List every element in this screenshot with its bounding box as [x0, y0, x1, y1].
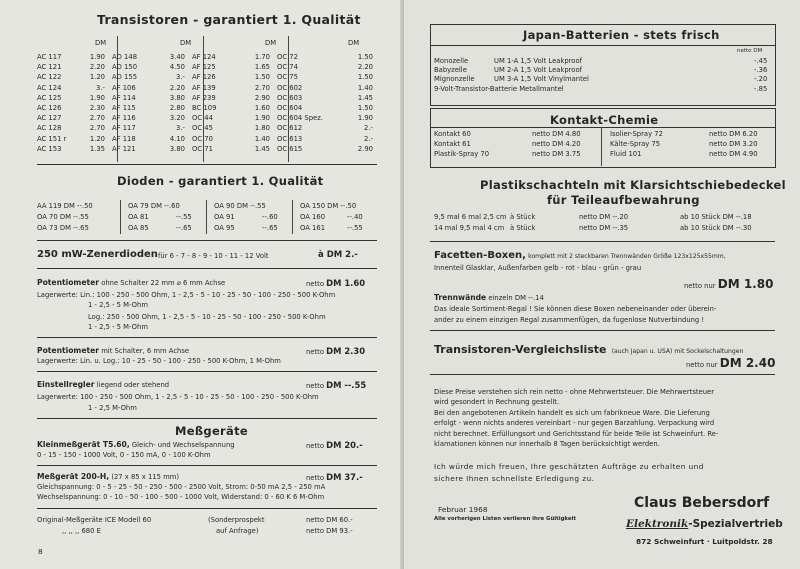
facette-price: DM 1.80 [717, 277, 774, 291]
pot1-desc: ohne Schalter 22 mm ⌀ 6 mm Achse [101, 279, 226, 287]
diode-cell: --.40 [347, 213, 363, 221]
pot2-price: DM 2.30 [326, 346, 366, 356]
japan-item-name: Mignonzelle [434, 75, 475, 83]
price-cell: 3.- [176, 124, 185, 133]
table-row [37, 113, 373, 123]
table-row [37, 103, 373, 113]
pot2-name: Potentiometer [37, 346, 100, 355]
chemie-item: Kontakt 61 [434, 140, 471, 148]
type-cell: OC 604 [277, 104, 303, 113]
note-line: Ich würde mich freuen, Ihre geschätzten Aufträge zu erhalten und [434, 462, 704, 471]
note-line: erfolgt - wenn nichts anderes vereinbart - nur gegen Barzahlung. Verpackung wird [434, 419, 715, 427]
chemie-item: Kälte-Spray 75 [610, 140, 661, 148]
trim-price-label: netto [306, 382, 324, 390]
table-row [37, 72, 373, 82]
price-cell: 3.40 [169, 53, 185, 61]
chemie-price: netto DM 3.75 [532, 150, 581, 158]
price-cell: 2.20 [89, 63, 105, 72]
type-cell: OC 45 [192, 124, 213, 133]
zener-volts: für 6 - 7 - 8 - 9 - 10 - 11 - 12 Volt [158, 252, 269, 260]
type-cell: AF 126 [192, 73, 216, 82]
diode-cell: OA 160 [300, 213, 326, 221]
divider [37, 164, 377, 165]
japan-item-name: Babyzelle [434, 66, 467, 74]
type-cell: OC 602 [277, 83, 303, 92]
type-cell: AC 117 [37, 53, 62, 61]
col-divider [292, 200, 293, 234]
dm-header-2: DM [180, 39, 192, 47]
price-cell: 1.90 [89, 53, 105, 61]
divider [37, 337, 377, 338]
meter1-line: 0 - 15 - 150 - 1000 Volt, 0 - 150 mA, 0 - 100 K-Ohm [37, 451, 211, 459]
price-cell: 2.70 [89, 114, 105, 123]
diode-cell: OA 73 DM --.65 [37, 224, 89, 232]
type-cell: AD 150 [112, 63, 138, 72]
type-cell: AC 153 [37, 144, 62, 153]
price-cell: 1.40 [254, 134, 270, 143]
price-cell: 3.20 [169, 114, 185, 123]
type-cell: OC 612 [277, 124, 303, 133]
diode-cell: OA 95 [214, 224, 235, 232]
price-cell: 4.50 [169, 63, 185, 72]
transistors-title: Transistoren - garantiert 1. Qualität [97, 12, 361, 27]
diode-cell: --.55 [176, 213, 192, 221]
pot2-desc: mit Schalter, 6 mm Achse [101, 347, 190, 355]
pot1-line: Log.: 250 - 500 Ohm, 1 - 2,5 - 5 - 10 - 25 - 50 - 100 - 250 - 500 K-Ohm [88, 313, 326, 321]
col-divider [120, 200, 121, 234]
box-cell: 9,5 mal 6 mal 2,5 cm [434, 213, 507, 221]
table-row [37, 134, 373, 144]
chemie-price: netto DM 6.20 [709, 130, 758, 138]
chemie-price: netto DM 4.80 [532, 130, 581, 138]
type-cell: AF 239 [192, 93, 216, 102]
diodes-title: Dioden - garantiert 1. Qualität [117, 174, 324, 188]
type-cell: OC 604 Spez. [277, 114, 323, 123]
divider [430, 241, 775, 242]
ice-1: Original-Meßgeräte ICE Modell 60 [37, 516, 152, 524]
note-line: sichere Ihnen schnellste Erledigung zu. [434, 474, 595, 483]
type-cell: OC 71 [192, 144, 213, 153]
pot1-line: 1 - 2,5 - 5 M-Ohm [88, 301, 148, 309]
price-cell: 1.40 [357, 83, 373, 92]
trennwaende-line: Das ideale Sortiment-Regal ! Sie können diese Boxen nebeneinander oder überein- [434, 305, 717, 313]
japan-item-price: -.45 [754, 57, 768, 65]
chemie-item: Kontakt 60 [434, 130, 471, 138]
type-cell: AC 151 r [37, 134, 67, 143]
box-cell: netto DM --.20 [579, 213, 629, 221]
meter2-name: Meßgerät 200-H, [37, 472, 110, 481]
type-cell: OC 75 [277, 73, 298, 82]
table-row [37, 52, 373, 62]
divider [37, 465, 377, 466]
vergleich-title: Transistoren-Vergleichsliste [434, 343, 607, 356]
validity-note: Alle vorherigen Listen verlieren ihre Gültigkeit [434, 516, 576, 522]
trennwaende-desc: einzeln DM --.14 [488, 294, 544, 302]
price-cell: 1.90 [89, 93, 105, 102]
chemie-item: Isolier-Spray 72 [610, 130, 663, 138]
meter1-price-label: netto [306, 442, 324, 450]
ice-2: ,, ,, ,, 680 E [62, 527, 101, 535]
type-cell: AF 114 [112, 93, 136, 102]
price-cell: 2.90 [254, 93, 270, 102]
pot1-line: 1 - 2,5 - 5 M-Ohm [88, 323, 148, 331]
japan-item-spec: UM 1-A 1,5 Volt Leakproof [494, 57, 583, 65]
note-line: klamationen können nur innerhalb 8 Tagen berücksichtigt werden. [434, 440, 660, 448]
trim-desc: liegend oder stehend [96, 381, 170, 389]
divider [430, 330, 775, 331]
japan-item-spec: UM 2-A 1,5 Volt Leakproof [494, 66, 583, 74]
meter1-name: Kleinmeßgerät T5.60, [37, 440, 130, 449]
dm-header-4: DM [348, 39, 360, 47]
divider [37, 371, 377, 372]
chemie-price: netto DM 4.90 [709, 150, 758, 158]
type-cell: AC 125 [37, 93, 62, 102]
box-cell: ab 10 Stück DM --.30 [680, 224, 752, 232]
meter2-price: DM 37.- [326, 472, 363, 482]
pot1-price-label: netto [306, 280, 324, 288]
ice-1-price: netto DM 60.- [306, 516, 353, 524]
diode-cell: OA 79 DM --.60 [128, 202, 180, 210]
pot1-price: DM 1.60 [326, 278, 366, 288]
dm-header-1: DM [95, 39, 107, 47]
type-cell: AC 127 [37, 114, 62, 123]
type-cell: AF 121 [112, 144, 136, 153]
price-cell: 2.70 [89, 124, 105, 133]
box-cell: 14 mal 9,5 mal 4 cm [434, 224, 505, 232]
table-row [37, 93, 373, 103]
price-cell: 3.- [96, 83, 105, 92]
price-cell: 1.50 [357, 73, 373, 82]
type-cell: OC 74 [277, 63, 298, 72]
trennwaende-name: Trennwände [434, 293, 487, 302]
meters-title: Meßgeräte [175, 424, 248, 438]
price-cell: 1.50 [357, 53, 373, 61]
price-cell: 1.70 [254, 53, 270, 61]
trennwaende-line: ander zu einem einzigen Regal zusammenfügen, da fugenlose Nutverbindung ! [434, 316, 705, 324]
type-cell: AF 115 [112, 104, 136, 113]
page-number: 8 [38, 547, 43, 556]
type-cell: AD 155 [112, 73, 138, 82]
type-cell: OC 72 [277, 53, 298, 61]
type-cell: AC 126 [37, 104, 62, 113]
box-cell: ab 10 Stück DM --.18 [680, 213, 752, 221]
type-cell: OC 613 [277, 134, 303, 143]
ice-2-mid: auf Anfrage) [216, 527, 259, 535]
japan-item-name: 9-Volt-Transistor-Batterie Metallmantel [434, 85, 564, 93]
type-cell: AF 116 [112, 114, 136, 123]
facette-desc-1: komplett mit 2 steckbaren Trennwänden Größe 123x125x55mm, [528, 253, 726, 260]
meter2-desc: (27 x 85 x 115 mm) [111, 473, 179, 481]
divider [37, 418, 377, 419]
price-cell: 1.90 [357, 114, 373, 123]
trim-line: 1 - 2,5 M-Ohm [88, 404, 137, 412]
divider [430, 374, 775, 375]
price-cell: 1.20 [89, 134, 105, 143]
divider [37, 508, 377, 509]
company-name: Claus Bebersdorf [634, 495, 770, 511]
type-cell: AF 124 [192, 53, 216, 61]
facette-price-label: netto nur [684, 282, 716, 290]
facette-name: Facetten-Boxen, [434, 250, 526, 261]
table-row [37, 83, 373, 93]
facette-desc-2: Innenteil Glasklar, Außenfarben gelb - rot - blau - grün - grau [434, 264, 642, 272]
pot1-line: Lagerwerte: Lin.: 100 - 250 - 500 Ohm, 1 - 2,5 - 5 - 10 - 25 - 50 - 100 - 250 - 500 K-Ohm [37, 291, 336, 299]
boxes-title-2: für Teileaufbewahrung [547, 193, 700, 207]
japan-netto-dm: netto DM [737, 48, 763, 54]
price-cell: 1.65 [254, 63, 270, 72]
transistor-table [37, 52, 373, 154]
divider [430, 45, 775, 46]
trim-line: Lagerwerte: 100 - 250 - 500 Ohm, 1 - 2,5 - 5 - 10 - 25 - 50 - 100 - 250 - 500 K-Ohm [37, 393, 319, 401]
pot2-price-label: netto [306, 348, 324, 356]
price-cell: 1.50 [357, 104, 373, 113]
japan-title: Japan-Batterien - stets frisch [523, 28, 720, 42]
price-cell: 2.80 [169, 104, 185, 113]
price-cell: 2.30 [89, 104, 105, 113]
col-divider [601, 127, 602, 166]
meter1-price: DM 20.- [326, 440, 363, 450]
type-cell: AD 148 [112, 53, 138, 61]
trim-name: Einstellregler [37, 380, 95, 389]
price-cell: 1.60 [254, 104, 270, 113]
divider [37, 240, 377, 241]
japan-item-price: -.36 [754, 66, 768, 74]
company-address: 872 Schweinfurt · Luitpoldstr. 28 [636, 537, 773, 546]
pot1-name: Potentiometer [37, 278, 100, 287]
price-cell: 4.10 [169, 134, 185, 143]
type-cell: OC 615 [277, 144, 303, 153]
diode-cell: OA 85 [128, 224, 149, 232]
box-cell: netto DM --.35 [579, 224, 629, 232]
divider [430, 127, 775, 128]
price-cell: 2.20 [169, 83, 185, 92]
dm-header-3: DM [265, 39, 277, 47]
vergleich-desc: (auch Japan u. USA) mit Sockelschaltungen [611, 348, 744, 355]
chemie-price: netto DM 4.20 [532, 140, 581, 148]
zener-title: 250 mW-Zenerdioden [37, 249, 158, 260]
type-cell: AC 124 [37, 83, 62, 92]
diode-cell: OA 91 [214, 213, 235, 221]
right-page [404, 0, 800, 569]
table-row [37, 123, 373, 133]
note-line: Diese Preise verstehen sich rein netto - ohne Mehrwertsteuer. Die Mehrwertsteuer [434, 388, 714, 396]
diode-cell: --.60 [262, 213, 278, 221]
type-cell: AC 128 [37, 124, 62, 133]
trim-price: DM --.55 [326, 380, 367, 390]
price-cell: 2.- [364, 134, 373, 143]
type-cell: AF 106 [112, 83, 136, 92]
col-divider [206, 200, 207, 234]
vergleich-price-label: netto nur [686, 361, 718, 369]
type-cell: OC 603 [277, 93, 303, 102]
price-cell: 2.- [364, 124, 373, 133]
type-cell: OC 70 [192, 134, 213, 143]
table-row [37, 144, 373, 154]
diode-cell: OA 161 [300, 224, 326, 232]
diode-cell: OA 150 DM --.50 [300, 202, 357, 210]
table-row [37, 62, 373, 72]
type-cell: AF 118 [112, 134, 136, 143]
price-cell: 2.90 [357, 144, 373, 153]
chemie-title: Kontakt-Chemie [550, 113, 659, 127]
pot2-line: Lagerwerte: Lin. u. Log.: 10 - 25 - 50 - 100 - 250 - 500 K-Ohm, 1 M-Ohm [37, 357, 281, 365]
type-cell: AF 117 [112, 124, 136, 133]
price-cell: 1.20 [89, 73, 105, 82]
price-cell: 1.50 [254, 73, 270, 82]
note-line: Bei den angebotenen Artikeln handelt es sich um fabrikneue Ware. Die Lieferung [434, 409, 710, 417]
japan-item-price: -.85 [754, 85, 768, 93]
price-cell: 1.80 [254, 124, 270, 133]
type-cell: OC 44 [192, 114, 213, 123]
zener-price: à DM 2.- [318, 250, 358, 260]
boxes-title-1: Plastikschachteln mit Klarsichtschiebedeckel [480, 178, 786, 192]
meter1-desc: Gleich- und Wechselspannung [131, 441, 235, 449]
price-cell: 3.80 [169, 93, 185, 102]
chemie-price: netto DM 3.20 [709, 140, 758, 148]
type-cell: AF 125 [192, 63, 216, 72]
box-cell: à Stück [510, 213, 536, 221]
chemie-item: Fluid 101 [610, 150, 642, 158]
meter2-line: Wechselspannung: 0 - 10 - 50 - 100 - 500 - 1000 Volt, Widerstand: 0 - 60 K 6 M-Ohm [37, 493, 325, 501]
date: Februar 1968 [438, 505, 488, 514]
company-sub-rest: -Spezialvertrieb [688, 518, 783, 530]
company-sub-script: Elektronik [626, 518, 689, 530]
price-cell: 1.45 [357, 93, 373, 102]
type-cell: AC 122 [37, 73, 62, 82]
ice-2-price: netto DM 93.- [306, 527, 353, 535]
diode-cell: OA 70 DM --.55 [37, 213, 89, 221]
type-cell: AF 139 [192, 83, 216, 92]
price-cell: 2.20 [357, 63, 373, 72]
vergleich-price: DM 2.40 [719, 356, 776, 370]
diode-cell: OA 90 DM --.55 [214, 202, 266, 210]
price-cell: 3.80 [169, 144, 185, 153]
meter2-line: Gleichspannung: 0 - 5 - 25 - 50 - 250 - 500 - 2500 Volt, Strom: 0-50 mA 2,5 - 250 mA [37, 483, 326, 491]
type-cell: BC 109 [192, 104, 217, 113]
diode-cell: AA 119 DM --.50 [37, 202, 93, 210]
note-line: wird gesondert in Rechnung gestellt. [434, 398, 560, 406]
ice-1-mid: (Sonderprospekt [208, 516, 265, 524]
diode-cell: --.65 [176, 224, 192, 232]
japan-item-price: -.20 [754, 75, 768, 83]
chemie-item: Plastik-Spray 70 [434, 150, 490, 158]
price-cell: 2.70 [254, 83, 270, 92]
price-cell: 1.35 [89, 144, 105, 153]
diode-cell: OA 81 [128, 213, 149, 221]
meter2-price-label: netto [306, 474, 324, 482]
box-cell: à Stück [510, 224, 536, 232]
japan-item-spec: UM 3-A 1,5 Volt Vinylmantel [494, 75, 589, 83]
note-line: nicht berechnet. Erfüllungsort und Gerichtsstand für beide Teile ist Schweinfurt. Re- [434, 430, 719, 438]
divider [37, 268, 377, 269]
japan-item-name: Monozelle [434, 57, 469, 65]
diode-cell: --.55 [347, 224, 363, 232]
price-cell: 1.45 [254, 144, 270, 153]
type-cell: AC 121 [37, 63, 62, 72]
price-cell: 1.90 [254, 114, 270, 123]
diode-cell: --.65 [262, 224, 278, 232]
price-cell: 3.- [176, 73, 185, 82]
